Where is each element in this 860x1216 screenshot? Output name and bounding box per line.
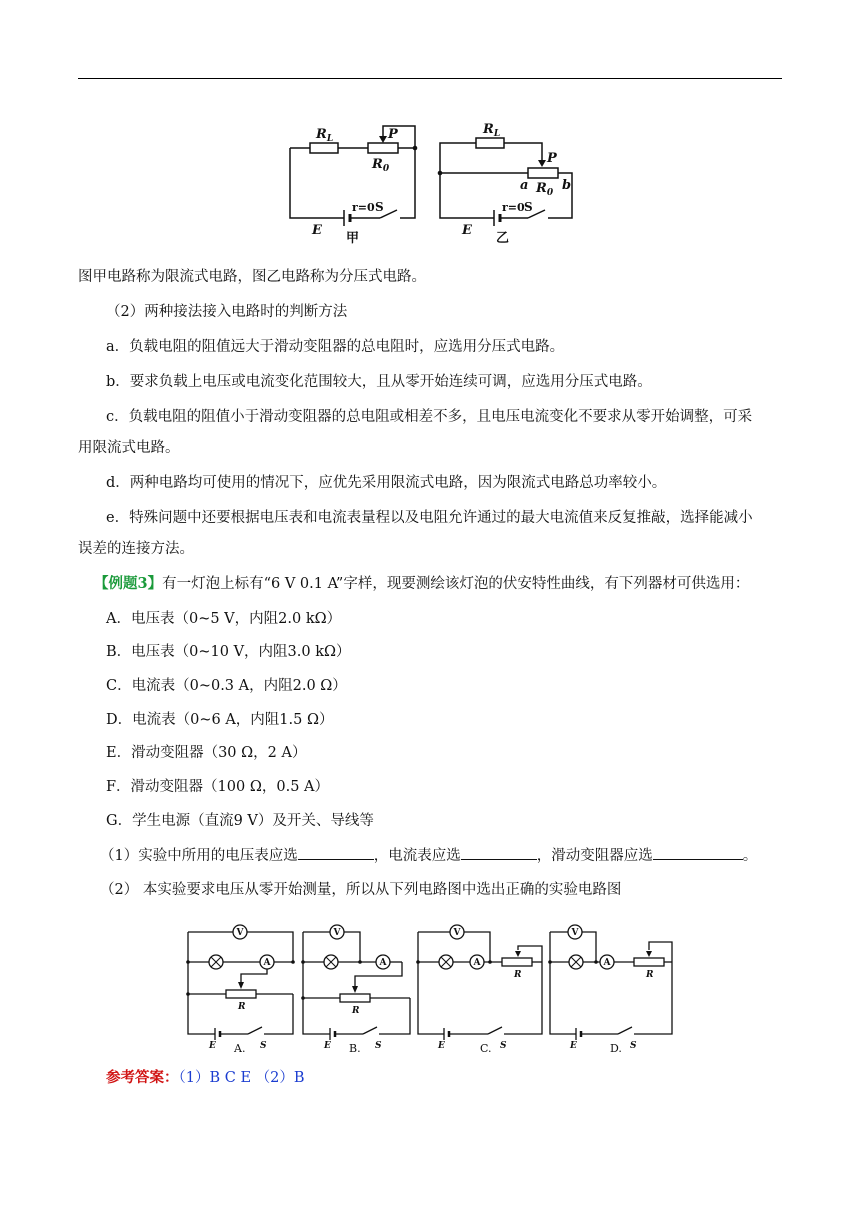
circuit-figure-options xyxy=(180,914,680,1054)
option-label-b: B. xyxy=(349,1042,361,1054)
circuit-options-abcd xyxy=(180,914,680,1054)
option-label-d: D. xyxy=(610,1042,622,1054)
source-label-d: E xyxy=(570,1041,577,1051)
question-1-part-d: 。 xyxy=(742,848,758,864)
switch-label-c: S xyxy=(500,1041,507,1051)
answer-label: 参考答案： xyxy=(106,1069,179,1086)
ammeter-label-d: A xyxy=(603,958,611,968)
blank-voltmeter[interactable] xyxy=(298,845,374,860)
ammeter-label-a: A xyxy=(263,958,271,968)
example-tag: 【例题3】 xyxy=(94,575,163,592)
switch-label-b: S xyxy=(375,1041,382,1051)
question-1-part-b: ，电流表应选 xyxy=(373,848,461,864)
label-s-yi: S xyxy=(524,200,533,214)
label-s-jia: S xyxy=(375,200,384,214)
voltmeter-label-c: V xyxy=(453,928,461,938)
blank-ammeter[interactable] xyxy=(461,845,537,860)
switch-label-d: S xyxy=(630,1041,637,1051)
rheostat-label-d: R xyxy=(646,970,654,980)
blank-rheostat[interactable] xyxy=(653,845,743,860)
label-rl-jia-sub: L xyxy=(326,134,334,144)
label-p-yi: P xyxy=(547,151,557,166)
paragraph-item-c-line1: c．负载电阻的阻值小于滑动变阻器的总电阻或相差不多，且电压电流变化不要求从零开始调整，可采 xyxy=(106,409,753,425)
option-e: E．滑动变阻器（30 Ω，2 A） xyxy=(106,745,307,761)
source-label-b: E xyxy=(324,1041,331,1051)
voltmeter-label-b: V xyxy=(333,928,341,938)
paragraph-judgment-heading: （2）两种接法接入电路时的判断方法 xyxy=(106,304,348,320)
paragraph-item-c-line2: 用限流式电路。 xyxy=(78,440,180,456)
svg-text:R0 xyxy=(371,157,390,174)
switch-label-a: S xyxy=(260,1041,267,1051)
label-r0-jia-sub: 0 xyxy=(382,164,390,174)
label-r-jia: r=0 xyxy=(352,201,375,214)
caption-jia: 甲 xyxy=(346,231,360,246)
label-r-yi: r=0 xyxy=(502,201,525,214)
source-label-c: E xyxy=(438,1041,445,1051)
rheostat-label-c: R xyxy=(514,970,522,980)
option-b: B．电压表（0~10 V，内阻3.0 kΩ） xyxy=(106,644,351,660)
circuit-diagrams-jia-yi xyxy=(280,110,590,250)
label-p-jia: P xyxy=(388,127,398,142)
option-d: D．电流表（0~6 A，内阻1.5 Ω） xyxy=(106,712,334,728)
paragraph-item-e-line1: e．特殊问题中还要根据电压表和电流表量程以及电阻允许通过的最大电流值来反复推敲，选择能减小 xyxy=(106,510,753,526)
label-rl-yi-sub: L xyxy=(493,129,501,139)
label-rl-jia: R xyxy=(316,127,327,142)
question-1-part-c: ，滑动变阻器应选 xyxy=(536,848,653,864)
label-a-yi: a xyxy=(520,178,529,193)
label-e-jia: E xyxy=(312,223,322,238)
paragraph-circuit-names: 图甲电路称为限流式电路，图乙电路称为分压式电路。 xyxy=(78,269,426,285)
paragraph-item-d: d．两种电路均可使用的情况下，应优先采用限流式电路，因为限流式电路总功率较小。 xyxy=(106,475,667,491)
rheostat-label-a: R xyxy=(238,1002,246,1012)
answer-value: （1）B C E （2）B xyxy=(178,1070,305,1086)
option-label-c: C. xyxy=(480,1042,492,1054)
option-g: G．学生电源（直流9 V）及开关、导线等 xyxy=(106,813,374,829)
question-1 xyxy=(100,845,757,866)
caption-yi: 乙 xyxy=(496,231,510,246)
label-r0-jia: R xyxy=(372,157,383,172)
paragraph-item-b: b．要求负载上电压或电流变化范围较大，且从零开始连续可调，应选用分压式电路。 xyxy=(106,374,652,390)
option-f: F．滑动变阻器（100 Ω，0.5 A） xyxy=(106,779,330,795)
option-c: C．电流表（0~0.3 A，内阻2.0 Ω） xyxy=(106,678,347,694)
ammeter-label-c: A xyxy=(473,958,481,968)
ammeter-label-b: A xyxy=(379,958,387,968)
question-2: （2） 本实验要求电压从零开始测量，所以从下列电路图中选出正确的实验电路图 xyxy=(100,882,622,898)
option-a: A．电压表（0~5 V，内阻2.0 kΩ） xyxy=(106,611,342,627)
circuit-figure-top xyxy=(280,110,590,250)
voltmeter-label-a: V xyxy=(236,928,244,938)
svg-text:RL xyxy=(315,127,333,144)
option-label-a: A. xyxy=(234,1042,246,1054)
question-1-part-a: （1）实验中所用的电压表应选 xyxy=(100,848,298,864)
label-rl-yi: R xyxy=(483,122,494,137)
paragraph-item-a: a．负载电阻的阻值远大于滑动变阻器的总电阻时，应选用分压式电路。 xyxy=(106,339,565,355)
paragraph-item-e-line2: 误差的连接方法。 xyxy=(78,541,194,557)
label-b-yi: b xyxy=(562,178,572,193)
answer-line xyxy=(106,1068,305,1088)
svg-text:R0 xyxy=(535,181,554,198)
header-rule xyxy=(78,78,782,79)
example-stem xyxy=(94,574,749,594)
rheostat-label-b: R xyxy=(352,1006,360,1016)
label-r0-yi: R xyxy=(536,181,547,196)
svg-text:RL xyxy=(482,122,500,139)
voltmeter-label-d: V xyxy=(571,928,579,938)
source-label-a: E xyxy=(209,1041,216,1051)
label-r0-yi-sub: 0 xyxy=(546,188,554,198)
label-e-yi: E xyxy=(462,223,472,238)
example-stem-text: 有一灯泡上标有“6 V 0.1 A”字样，现要测绘该灯泡的伏安特性曲线，有下列器材可供选用： xyxy=(162,576,750,592)
